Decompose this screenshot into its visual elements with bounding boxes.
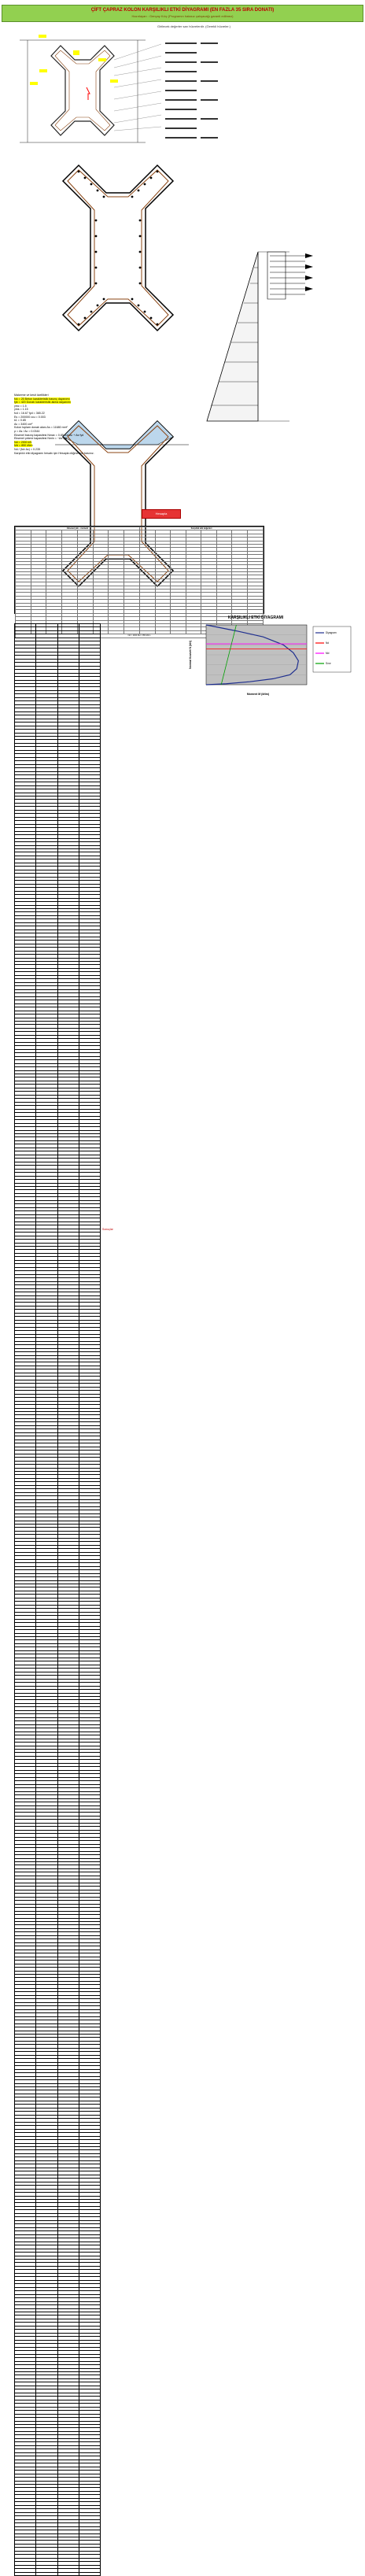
- param-nd[interactable]: Nd = 2000 kN: [14, 440, 32, 444]
- section-plan-drawing: [12, 28, 271, 154]
- table-cell: [79, 2572, 100, 2575]
- param-ratio: Nd / (fck·Ac) = 0.235: [14, 447, 41, 451]
- hesapla-button[interactable]: Hesapla: [142, 509, 181, 519]
- page-subtitle: Hazırlayan : Gençay Kılıç (Programın hatasız çalışacağı garanti edilmez): [131, 14, 234, 18]
- param-md[interactable]: Md = 850 kNm: [14, 444, 33, 448]
- legend-label: Md: [326, 652, 330, 656]
- table-cell: [15, 2572, 36, 2575]
- chart-title: KARŞILIKLI ETKİ DİYAGRAMI: [227, 615, 284, 620]
- param-instruction: Karşılıklı etki diyagramı hesabı için Hesapla düğmesine basınız.: [14, 451, 94, 455]
- chart-ylabel: Normal Kuvvet N (kN): [189, 641, 192, 669]
- param-nmin: Eksenel çekme kapasitesi Nmin = −As·fyd: [14, 437, 68, 441]
- param-gmc: γmc = 1.5: [14, 404, 27, 408]
- param-as: Kolon toplam donatı alanı As = 11680 mm²: [14, 426, 68, 430]
- param-ac: Ac = 3400 cm²: [14, 422, 33, 426]
- param-gms: γms = 1.15: [14, 408, 28, 412]
- list-item: [15, 2572, 101, 2575]
- chart-xlabel: Moment M (kNm): [246, 693, 270, 696]
- table-cell: [57, 2572, 79, 2575]
- param-fyk[interactable]: fyk = 420 Donatı karakteristik akma dayanımı: [14, 401, 72, 405]
- legend-label: Sınır: [326, 662, 331, 666]
- reinforcement-section-drawing: [47, 157, 197, 338]
- table-right-header: Karşılıklı etki değerleri: [140, 527, 264, 530]
- parameters-block: [14, 394, 211, 455]
- table-cell: [36, 2572, 57, 2575]
- params-title: Malzeme ve kesit özellikleri: [14, 394, 49, 397]
- interaction-chart: [189, 622, 354, 693]
- param-es: Es = 200000 εcu = 0.003: [14, 415, 46, 419]
- param-nmax: Eksenel basınç kapasitesi Nmax = 0.85·fcd·Ac + As·fyd: [14, 433, 84, 437]
- results-label: Sonuçlar: [102, 1228, 113, 1231]
- detail-table: [14, 623, 101, 2576]
- title-banner: [2, 5, 363, 22]
- legend-label: Nd: [326, 641, 330, 645]
- param-fcd: fcd = 16.67 fyd = 365.22: [14, 411, 45, 415]
- param-k1: k1 = 0.85: [14, 419, 26, 423]
- strain-diagram: [195, 244, 352, 425]
- input-note: Girilecek değerler sarı hücrelerdir. (Gerekli hücreler.): [157, 24, 230, 28]
- page-title: ÇİFT ÇAPRAZ KOLON KARŞILIKLI ETKİ DİYAGRAMI (EN FAZLA 35 SIRA DONATI): [90, 8, 275, 13]
- param-fck[interactable]: fck = 25 Beton karakteristik basınç dayanımı: [14, 397, 70, 401]
- table-footer: Nd = 2000 Md = 850 kNm: [16, 634, 264, 638]
- legend-label: Diyagram: [326, 631, 337, 635]
- chart-legend: [313, 626, 351, 672]
- table-left-header: Eksenel yük – moment: [16, 527, 140, 530]
- param-rho: ρ = As / Ac = 0.0344: [14, 429, 40, 433]
